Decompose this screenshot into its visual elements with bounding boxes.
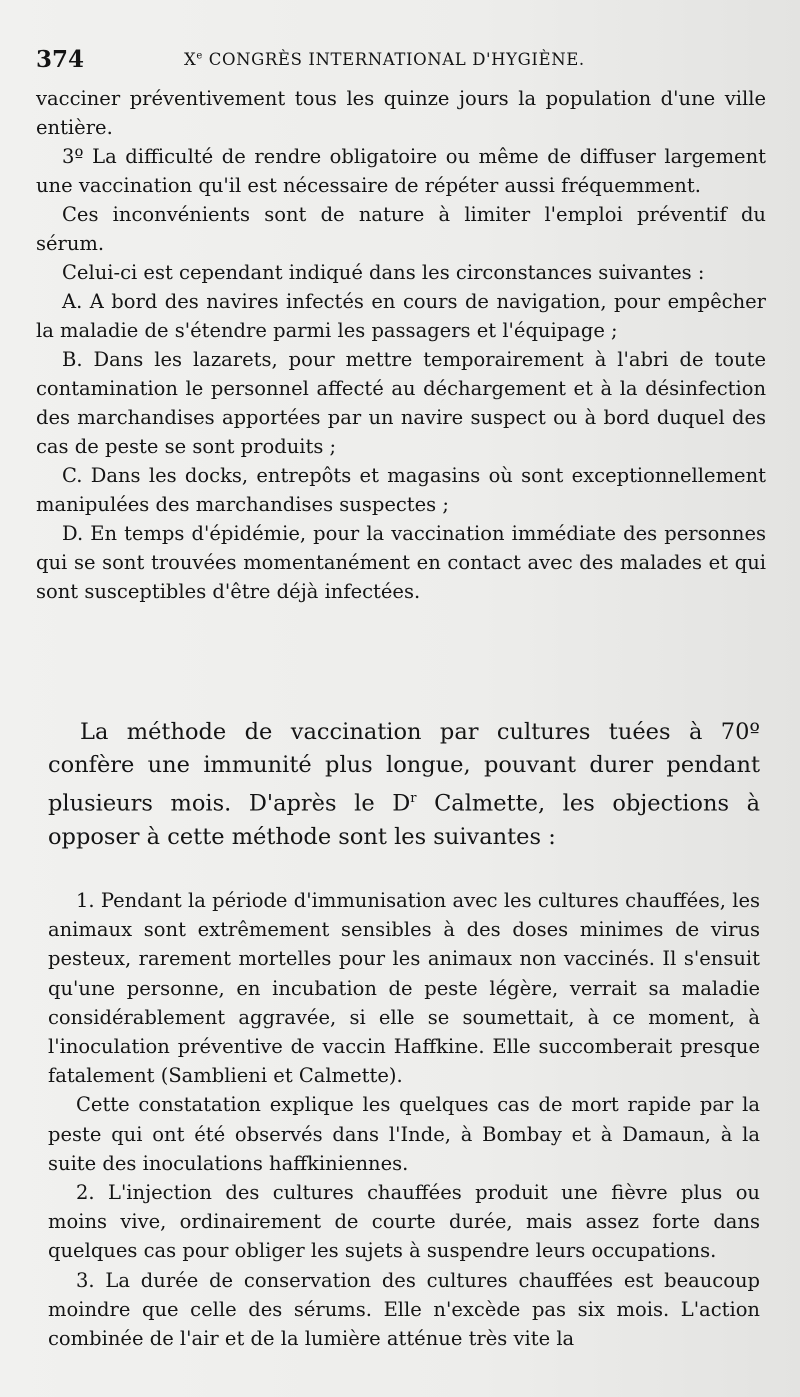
paragraph: Celui-ci est cependant indiqué dans les circonstances suivantes :	[62, 261, 705, 284]
running-title-sup: e	[196, 50, 203, 62]
paragraph: vacciner préventivement tous les quinze jours la population d'une ville entière.	[36, 87, 766, 139]
list-item: C. Dans les docks, entrepôts et magasins où sont exceptionnellement manipulées des marchandises suspectes ;	[36, 464, 766, 516]
body-text	[36, 84, 766, 606]
paragraph: Cette constatation explique les quelques cas de mort rapide par la peste qui ont été observés dans l'Inde, à Bombay et à Damaun, à la suite des inoculations haffkiniennes.	[48, 1093, 760, 1175]
running-title-rest: CONGRÈS INTERNATIONAL D'HYGIÈNE.	[202, 50, 585, 69]
section-text-a: La méthode de vaccination par cultures tuées à 70º confère une immunité plus longue, pouvant durer pendant plusieurs mois. D'après le D	[48, 719, 760, 817]
objections-list	[48, 886, 760, 1353]
running-title	[184, 50, 585, 69]
list-item: 3. La durée de conservation des cultures chauffées est beaucoup moindre que celle des sérums. Elle n'excède pas six mois. L'action combinée de l'air et de la lumière atténue très vite la	[48, 1268, 760, 1351]
running-title-prefix: X	[184, 50, 197, 69]
list-item: D. En temps d'épidémie, pour la vaccination immédiate des personnes qui se sont trouvées momentanément en contact avec des malades et qui sont susceptibles d'être déjà infectées.	[36, 522, 766, 603]
list-item: B. Dans les lazarets, pour mettre temporairement à l'abri de toute contamination le personnel affecté au déchargement et à la désinfection des marchandises apportées par un navire suspect ou à bord duquel des cas de peste se sont produits ;	[36, 348, 766, 458]
page-number: 374	[36, 46, 85, 73]
paragraph: Ces inconvénients sont de nature à limiter l'emploi préventif du sérum.	[36, 203, 766, 255]
section-paragraph	[48, 716, 760, 854]
list-item: A. A bord des navires infectés en cours de navigation, pour empêcher la maladie de s'étendre parmi les passagers et l'équipage ;	[36, 290, 766, 342]
page-header	[36, 46, 766, 76]
section-text-sup: r	[410, 791, 417, 806]
list-item: 1. Pendant la période d'immunisation avec les cultures chauffées, les animaux sont extrêmement sensibles à des doses minimes de virus pesteux, rarement mortelles pour les animaux non vaccinés. Il s'ensuit qu'une personne, en incubation de peste légère, verrait sa maladie considérablement aggravée, si elle se soumettait, à ce moment, à l'inoculation préventive de vaccin Haffkine. Elle succomberait presque fatalement (Samblieni et Calmette).	[48, 889, 760, 1088]
section-text-b: Calmette, les objections à opposer à cette méthode sont les suivantes :	[48, 790, 760, 850]
paragraph: 3º La difficulté de rendre obligatoire ou même de diffuser largement une vaccination qu'il est nécessaire de répéter aussi fréquemment.	[36, 145, 766, 197]
large-print-section	[48, 716, 760, 854]
list-item: 2. L'injection des cultures chauffées produit une fièvre plus ou moins vive, ordinairement de courte durée, mais assez forte dans quelques cas pour obliger les sujets à suspendre leurs occupations.	[48, 1181, 760, 1263]
